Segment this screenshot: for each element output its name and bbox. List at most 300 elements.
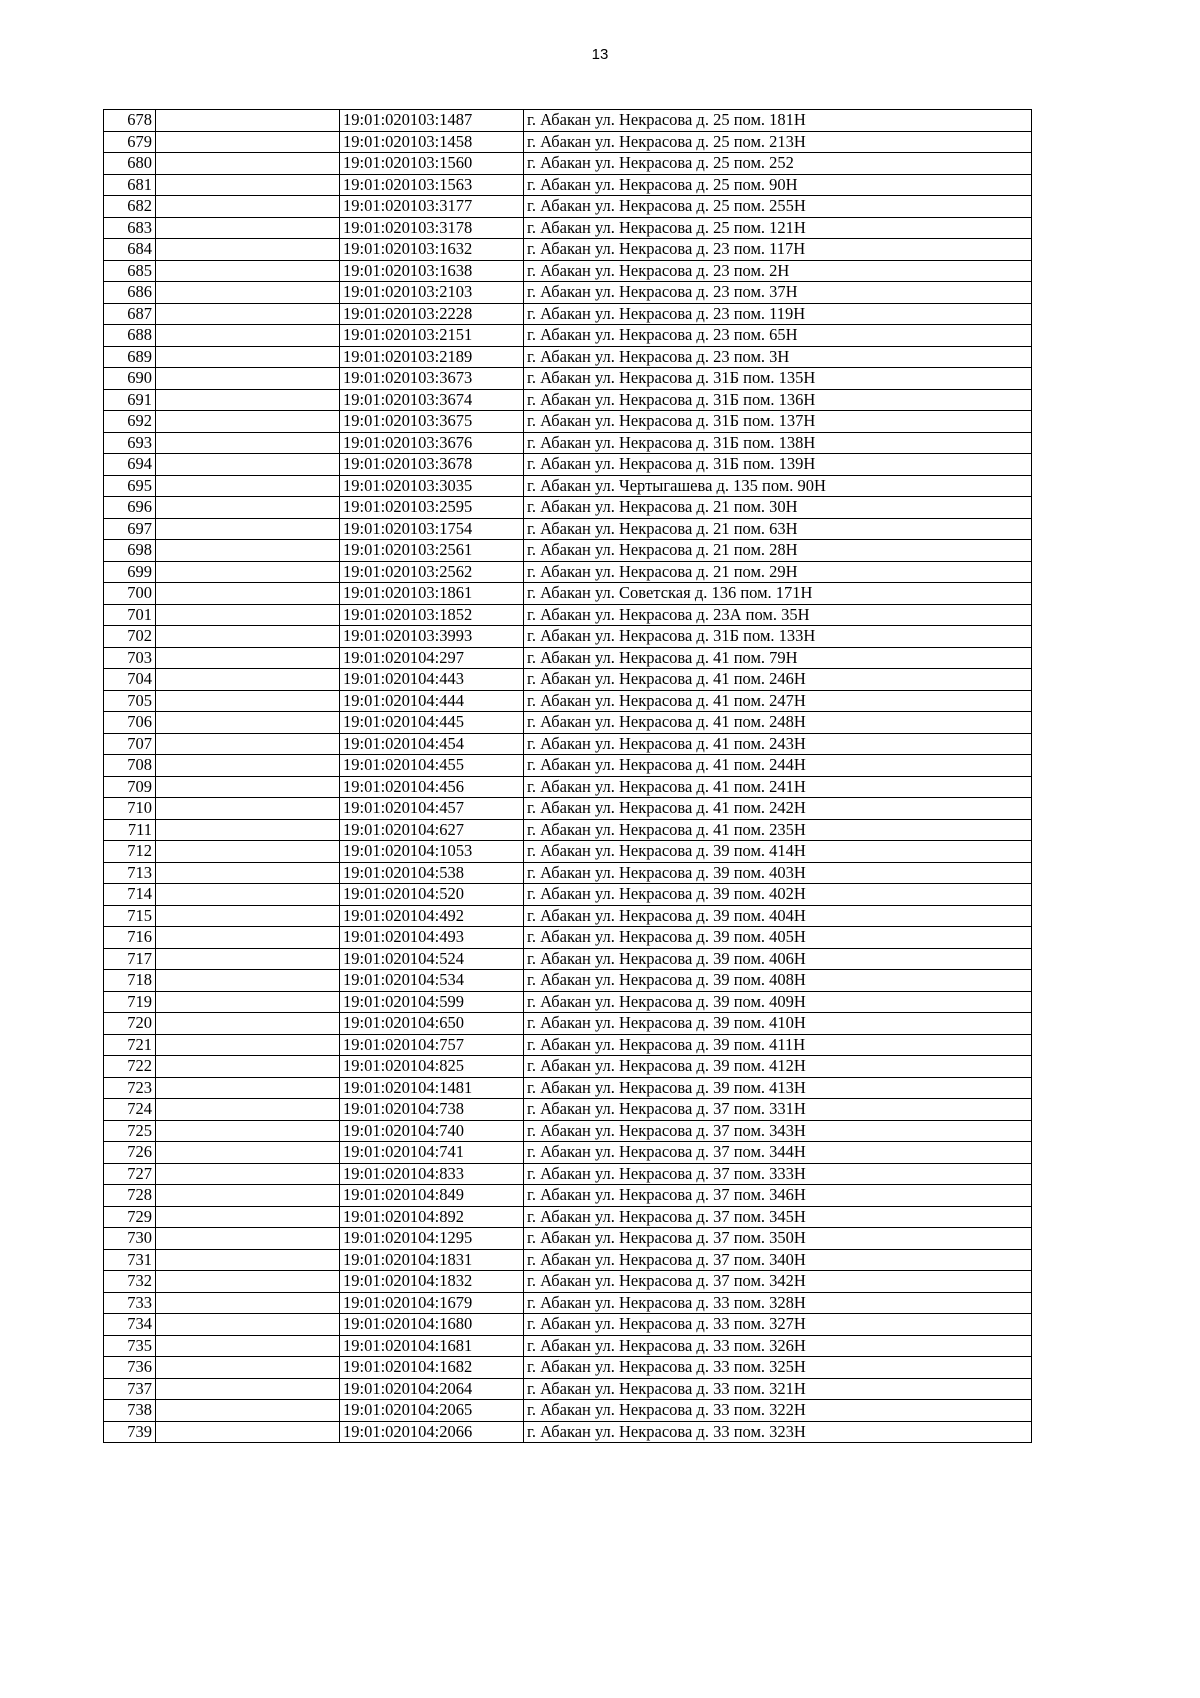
cadastral-number-cell: 19:01:020104:1679: [340, 1292, 524, 1314]
blank-cell: [156, 1314, 340, 1336]
blank-cell: [156, 1099, 340, 1121]
address-cell: г. Абакан ул. Некрасова д. 41 пом. 244Н: [524, 755, 1032, 777]
cadastral-number-cell: 19:01:020104:524: [340, 948, 524, 970]
row-number-cell: 710: [104, 798, 156, 820]
blank-cell: [156, 948, 340, 970]
blank-cell: [156, 110, 340, 132]
table-row: [104, 733, 1032, 755]
row-number-cell: 723: [104, 1077, 156, 1099]
blank-cell: [156, 346, 340, 368]
blank-cell: [156, 1271, 340, 1293]
table-row: [104, 991, 1032, 1013]
cadastral-number-cell: 19:01:020104:443: [340, 669, 524, 691]
cadastral-number-cell: 19:01:020103:1861: [340, 583, 524, 605]
table-row: [104, 1034, 1032, 1056]
address-cell: г. Абакан ул. Некрасова д. 37 пом. 343Н: [524, 1120, 1032, 1142]
cadastral-number-cell: 19:01:020104:2064: [340, 1378, 524, 1400]
table-row: [104, 389, 1032, 411]
table-row: [104, 604, 1032, 626]
row-number-cell: 734: [104, 1314, 156, 1336]
records-table-body: [104, 110, 1032, 1443]
address-cell: г. Абакан ул. Некрасова д. 23 пом. 117Н: [524, 239, 1032, 261]
row-number-cell: 694: [104, 454, 156, 476]
blank-cell: [156, 1292, 340, 1314]
blank-cell: [156, 1077, 340, 1099]
table-row: [104, 1249, 1032, 1271]
table-row: [104, 432, 1032, 454]
table-row: [104, 583, 1032, 605]
cadastral-number-cell: 19:01:020104:1481: [340, 1077, 524, 1099]
address-cell: г. Абакан ул. Некрасова д. 39 пом. 405Н: [524, 927, 1032, 949]
blank-cell: [156, 239, 340, 261]
cadastral-number-cell: 19:01:020103:3676: [340, 432, 524, 454]
row-number-cell: 707: [104, 733, 156, 755]
table-row: [104, 1206, 1032, 1228]
table-row: [104, 862, 1032, 884]
blank-cell: [156, 1120, 340, 1142]
address-cell: г. Абакан ул. Некрасова д. 41 пом. 235Н: [524, 819, 1032, 841]
cadastral-number-cell: 19:01:020104:445: [340, 712, 524, 734]
address-cell: г. Абакан ул. Некрасова д. 23 пом. 65Н: [524, 325, 1032, 347]
blank-cell: [156, 798, 340, 820]
cadastral-number-cell: 19:01:020103:2561: [340, 540, 524, 562]
table-row: [104, 454, 1032, 476]
blank-cell: [156, 497, 340, 519]
table-row: [104, 755, 1032, 777]
table-row: [104, 1314, 1032, 1336]
address-cell: г. Абакан ул. Некрасова д. 25 пом. 121Н: [524, 217, 1032, 239]
cadastral-number-cell: 19:01:020104:1295: [340, 1228, 524, 1250]
address-cell: г. Абакан ул. Некрасова д. 41 пом. 242Н: [524, 798, 1032, 820]
row-number-cell: 732: [104, 1271, 156, 1293]
row-number-cell: 738: [104, 1400, 156, 1422]
blank-cell: [156, 518, 340, 540]
cadastral-number-cell: 19:01:020103:1852: [340, 604, 524, 626]
cadastral-number-cell: 19:01:020104:2065: [340, 1400, 524, 1422]
cadastral-number-cell: 19:01:020104:492: [340, 905, 524, 927]
cadastral-number-cell: 19:01:020103:2189: [340, 346, 524, 368]
address-cell: г. Абакан ул. Некрасова д. 33 пом. 325Н: [524, 1357, 1032, 1379]
blank-cell: [156, 475, 340, 497]
address-cell: г. Абакан ул. Некрасова д. 31Б пом. 133Н: [524, 626, 1032, 648]
address-cell: г. Абакан ул. Некрасова д. 39 пом. 402Н: [524, 884, 1032, 906]
address-cell: г. Абакан ул. Некрасова д. 41 пом. 246Н: [524, 669, 1032, 691]
table-row: [104, 1099, 1032, 1121]
address-cell: г. Абакан ул. Некрасова д. 21 пом. 63Н: [524, 518, 1032, 540]
table-row: [104, 712, 1032, 734]
table-row: [104, 819, 1032, 841]
blank-cell: [156, 647, 340, 669]
address-cell: г. Абакан ул. Некрасова д. 37 пом. 333Н: [524, 1163, 1032, 1185]
table-row: [104, 1292, 1032, 1314]
blank-cell: [156, 1142, 340, 1164]
address-cell: г. Абакан ул. Некрасова д. 33 пом. 328Н: [524, 1292, 1032, 1314]
blank-cell: [156, 1378, 340, 1400]
row-number-cell: 696: [104, 497, 156, 519]
row-number-cell: 724: [104, 1099, 156, 1121]
address-cell: г. Абакан ул. Некрасова д. 39 пом. 406Н: [524, 948, 1032, 970]
cadastral-number-cell: 19:01:020104:825: [340, 1056, 524, 1078]
row-number-cell: 720: [104, 1013, 156, 1035]
table-row: [104, 798, 1032, 820]
row-number-cell: 697: [104, 518, 156, 540]
blank-cell: [156, 561, 340, 583]
address-cell: г. Абакан ул. Некрасова д. 37 пом. 331Н: [524, 1099, 1032, 1121]
cadastral-number-cell: 19:01:020103:2595: [340, 497, 524, 519]
row-number-cell: 718: [104, 970, 156, 992]
table-row: [104, 1056, 1032, 1078]
table-row: [104, 1400, 1032, 1422]
row-number-cell: 688: [104, 325, 156, 347]
cadastral-number-cell: 19:01:020103:1632: [340, 239, 524, 261]
row-number-cell: 703: [104, 647, 156, 669]
cadastral-number-cell: 19:01:020104:538: [340, 862, 524, 884]
table-row: [104, 561, 1032, 583]
blank-cell: [156, 626, 340, 648]
address-cell: г. Абакан ул. Некрасова д. 21 пом. 30Н: [524, 497, 1032, 519]
blank-cell: [156, 131, 340, 153]
row-number-cell: 706: [104, 712, 156, 734]
blank-cell: [156, 217, 340, 239]
cadastral-number-cell: 19:01:020104:493: [340, 927, 524, 949]
row-number-cell: 727: [104, 1163, 156, 1185]
address-cell: г. Абакан ул. Некрасова д. 41 пом. 243Н: [524, 733, 1032, 755]
cadastral-number-cell: 19:01:020104:627: [340, 819, 524, 841]
blank-cell: [156, 1335, 340, 1357]
address-cell: г. Абакан ул. Некрасова д. 33 пом. 326Н: [524, 1335, 1032, 1357]
address-cell: г. Абакан ул. Некрасова д. 37 пом. 345Н: [524, 1206, 1032, 1228]
cadastral-number-cell: 19:01:020103:3675: [340, 411, 524, 433]
blank-cell: [156, 389, 340, 411]
address-cell: г. Абакан ул. Некрасова д. 23 пом. 3Н: [524, 346, 1032, 368]
cadastral-number-cell: 19:01:020104:455: [340, 755, 524, 777]
cadastral-number-cell: 19:01:020104:534: [340, 970, 524, 992]
address-cell: г. Абакан ул. Некрасова д. 37 пом. 340Н: [524, 1249, 1032, 1271]
blank-cell: [156, 604, 340, 626]
table-row: [104, 1335, 1032, 1357]
row-number-cell: 709: [104, 776, 156, 798]
address-cell: г. Абакан ул. Некрасова д. 33 пом. 322Н: [524, 1400, 1032, 1422]
blank-cell: [156, 755, 340, 777]
cadastral-number-cell: 19:01:020104:457: [340, 798, 524, 820]
table-row: [104, 841, 1032, 863]
cadastral-number-cell: 19:01:020103:2151: [340, 325, 524, 347]
row-number-cell: 714: [104, 884, 156, 906]
row-number-cell: 689: [104, 346, 156, 368]
blank-cell: [156, 260, 340, 282]
row-number-cell: 717: [104, 948, 156, 970]
cadastral-number-cell: 19:01:020104:757: [340, 1034, 524, 1056]
blank-cell: [156, 819, 340, 841]
table-row: [104, 475, 1032, 497]
table-row: [104, 776, 1032, 798]
address-cell: г. Абакан ул. Некрасова д. 41 пом. 248Н: [524, 712, 1032, 734]
blank-cell: [156, 411, 340, 433]
cadastral-number-cell: 19:01:020103:2562: [340, 561, 524, 583]
table-row: [104, 217, 1032, 239]
blank-cell: [156, 991, 340, 1013]
address-cell: г. Абакан ул. Некрасова д. 33 пом. 321Н: [524, 1378, 1032, 1400]
row-number-cell: 739: [104, 1421, 156, 1443]
address-cell: г. Абакан ул. Некрасова д. 31Б пом. 138Н: [524, 432, 1032, 454]
row-number-cell: 733: [104, 1292, 156, 1314]
table-row: [104, 368, 1032, 390]
table-row: [104, 647, 1032, 669]
table-row: [104, 948, 1032, 970]
row-number-cell: 678: [104, 110, 156, 132]
address-cell: г. Абакан ул. Некрасова д. 21 пом. 28Н: [524, 540, 1032, 562]
cadastral-number-cell: 19:01:020104:741: [340, 1142, 524, 1164]
table-row: [104, 1013, 1032, 1035]
cadastral-number-cell: 19:01:020104:444: [340, 690, 524, 712]
row-number-cell: 729: [104, 1206, 156, 1228]
cadastral-number-cell: 19:01:020104:1832: [340, 1271, 524, 1293]
address-cell: г. Абакан ул. Советская д. 136 пом. 171Н: [524, 583, 1032, 605]
table-row: [104, 1163, 1032, 1185]
cadastral-number-cell: 19:01:020104:1681: [340, 1335, 524, 1357]
row-number-cell: 726: [104, 1142, 156, 1164]
row-number-cell: 702: [104, 626, 156, 648]
table-row: [104, 1077, 1032, 1099]
address-cell: г. Абакан ул. Некрасова д. 25 пом. 181Н: [524, 110, 1032, 132]
table-row: [104, 970, 1032, 992]
table-row: [104, 282, 1032, 304]
table-row: [104, 927, 1032, 949]
address-cell: г. Абакан ул. Некрасова д. 39 пом. 404Н: [524, 905, 1032, 927]
cadastral-number-cell: 19:01:020103:3035: [340, 475, 524, 497]
blank-cell: [156, 196, 340, 218]
address-cell: г. Абакан ул. Некрасова д. 21 пом. 29Н: [524, 561, 1032, 583]
blank-cell: [156, 1163, 340, 1185]
address-cell: г. Абакан ул. Некрасова д. 23 пом. 119Н: [524, 303, 1032, 325]
row-number-cell: 728: [104, 1185, 156, 1207]
blank-cell: [156, 1056, 340, 1078]
cadastral-number-cell: 19:01:020103:3993: [340, 626, 524, 648]
table-row: [104, 1120, 1032, 1142]
address-cell: г. Абакан ул. Некрасова д. 33 пом. 327Н: [524, 1314, 1032, 1336]
row-number-cell: 737: [104, 1378, 156, 1400]
address-cell: г. Абакан ул. Некрасова д. 39 пом. 411Н: [524, 1034, 1032, 1056]
cadastral-number-cell: 19:01:020104:454: [340, 733, 524, 755]
cadastral-number-cell: 19:01:020104:1682: [340, 1357, 524, 1379]
blank-cell: [156, 970, 340, 992]
cadastral-number-cell: 19:01:020104:740: [340, 1120, 524, 1142]
table-row: [104, 905, 1032, 927]
table-row: [104, 690, 1032, 712]
address-cell: г. Абакан ул. Некрасова д. 39 пом. 412Н: [524, 1056, 1032, 1078]
blank-cell: [156, 432, 340, 454]
cadastral-number-cell: 19:01:020104:297: [340, 647, 524, 669]
row-number-cell: 715: [104, 905, 156, 927]
address-cell: г. Абакан ул. Некрасова д. 33 пом. 323Н: [524, 1421, 1032, 1443]
address-cell: г. Абакан ул. Некрасова д. 23 пом. 37Н: [524, 282, 1032, 304]
address-cell: г. Абакан ул. Некрасова д. 25 пом. 90Н: [524, 174, 1032, 196]
blank-cell: [156, 368, 340, 390]
table-row: [104, 497, 1032, 519]
address-cell: г. Абакан ул. Некрасова д. 41 пом. 79Н: [524, 647, 1032, 669]
row-number-cell: 686: [104, 282, 156, 304]
cadastral-number-cell: 19:01:020104:1680: [340, 1314, 524, 1336]
cadastral-number-cell: 19:01:020104:738: [340, 1099, 524, 1121]
cadastral-number-cell: 19:01:020103:1563: [340, 174, 524, 196]
row-number-cell: 698: [104, 540, 156, 562]
page-number: 13: [591, 46, 609, 63]
address-cell: г. Абакан ул. Некрасова д. 37 пом. 350Н: [524, 1228, 1032, 1250]
table-row: [104, 626, 1032, 648]
blank-cell: [156, 927, 340, 949]
table-row: [104, 1357, 1032, 1379]
blank-cell: [156, 1013, 340, 1035]
row-number-cell: 719: [104, 991, 156, 1013]
cadastral-number-cell: 19:01:020103:3674: [340, 389, 524, 411]
table-row: [104, 346, 1032, 368]
address-cell: г. Абакан ул. Чертыгашева д. 135 пом. 90Н: [524, 475, 1032, 497]
row-number-cell: 683: [104, 217, 156, 239]
address-cell: г. Абакан ул. Некрасова д. 37 пом. 344Н: [524, 1142, 1032, 1164]
address-cell: г. Абакан ул. Некрасова д. 25 пом. 255Н: [524, 196, 1032, 218]
row-number-cell: 700: [104, 583, 156, 605]
blank-cell: [156, 1034, 340, 1056]
row-number-cell: 693: [104, 432, 156, 454]
table-row: [104, 260, 1032, 282]
cadastral-number-cell: 19:01:020104:520: [340, 884, 524, 906]
row-number-cell: 736: [104, 1357, 156, 1379]
row-number-cell: 691: [104, 389, 156, 411]
cadastral-number-cell: 19:01:020103:3177: [340, 196, 524, 218]
cadastral-number-cell: 19:01:020104:2066: [340, 1421, 524, 1443]
row-number-cell: 699: [104, 561, 156, 583]
table-row: [104, 1271, 1032, 1293]
address-cell: г. Абакан ул. Некрасова д. 39 пом. 414Н: [524, 841, 1032, 863]
row-number-cell: 713: [104, 862, 156, 884]
table-row: [104, 239, 1032, 261]
blank-cell: [156, 1206, 340, 1228]
blank-cell: [156, 905, 340, 927]
table-row: [104, 1142, 1032, 1164]
address-cell: г. Абакан ул. Некрасова д. 39 пом. 403Н: [524, 862, 1032, 884]
row-number-cell: 681: [104, 174, 156, 196]
blank-cell: [156, 669, 340, 691]
cadastral-number-cell: 19:01:020104:650: [340, 1013, 524, 1035]
blank-cell: [156, 712, 340, 734]
row-number-cell: 712: [104, 841, 156, 863]
row-number-cell: 716: [104, 927, 156, 949]
blank-cell: [156, 174, 340, 196]
cadastral-number-cell: 19:01:020104:599: [340, 991, 524, 1013]
blank-cell: [156, 776, 340, 798]
address-cell: г. Абакан ул. Некрасова д. 23 пом. 2Н: [524, 260, 1032, 282]
table-row: [104, 196, 1032, 218]
blank-cell: [156, 583, 340, 605]
blank-cell: [156, 884, 340, 906]
cadastral-number-cell: 19:01:020103:3178: [340, 217, 524, 239]
table-row: [104, 131, 1032, 153]
blank-cell: [156, 540, 340, 562]
table-row: [104, 1228, 1032, 1250]
row-number-cell: 685: [104, 260, 156, 282]
cadastral-number-cell: 19:01:020104:849: [340, 1185, 524, 1207]
table-row: [104, 540, 1032, 562]
address-cell: г. Абакан ул. Некрасова д. 31Б пом. 139Н: [524, 454, 1032, 476]
address-cell: г. Абакан ул. Некрасова д. 39 пом. 413Н: [524, 1077, 1032, 1099]
row-number-cell: 701: [104, 604, 156, 626]
table-row: [104, 303, 1032, 325]
row-number-cell: 684: [104, 239, 156, 261]
address-cell: г. Абакан ул. Некрасова д. 37 пом. 346Н: [524, 1185, 1032, 1207]
table-row: [104, 1421, 1032, 1443]
address-cell: г. Абакан ул. Некрасова д. 37 пом. 342Н: [524, 1271, 1032, 1293]
address-cell: г. Абакан ул. Некрасова д. 25 пом. 213Н: [524, 131, 1032, 153]
address-cell: г. Абакан ул. Некрасова д. 39 пом. 408Н: [524, 970, 1032, 992]
address-cell: г. Абакан ул. Некрасова д. 41 пом. 247Н: [524, 690, 1032, 712]
blank-cell: [156, 282, 340, 304]
row-number-cell: 711: [104, 819, 156, 841]
row-number-cell: 725: [104, 1120, 156, 1142]
row-number-cell: 692: [104, 411, 156, 433]
cadastral-number-cell: 19:01:020104:892: [340, 1206, 524, 1228]
cadastral-number-cell: 19:01:020104:1831: [340, 1249, 524, 1271]
table-row: [104, 518, 1032, 540]
row-number-cell: 680: [104, 153, 156, 175]
row-number-cell: 682: [104, 196, 156, 218]
address-cell: г. Абакан ул. Некрасова д. 31Б пом. 135Н: [524, 368, 1032, 390]
cadastral-number-cell: 19:01:020103:1487: [340, 110, 524, 132]
row-number-cell: 722: [104, 1056, 156, 1078]
address-cell: г. Абакан ул. Некрасова д. 23А пом. 35Н: [524, 604, 1032, 626]
blank-cell: [156, 1421, 340, 1443]
table-row: [104, 1185, 1032, 1207]
cadastral-number-cell: 19:01:020103:3678: [340, 454, 524, 476]
row-number-cell: 695: [104, 475, 156, 497]
row-number-cell: 705: [104, 690, 156, 712]
table-row: [104, 411, 1032, 433]
blank-cell: [156, 1400, 340, 1422]
table-row: [104, 110, 1032, 132]
cadastral-number-cell: 19:01:020103:3673: [340, 368, 524, 390]
blank-cell: [156, 454, 340, 476]
blank-cell: [156, 153, 340, 175]
blank-cell: [156, 862, 340, 884]
blank-cell: [156, 1357, 340, 1379]
cadastral-number-cell: 19:01:020104:1053: [340, 841, 524, 863]
blank-cell: [156, 325, 340, 347]
address-cell: г. Абакан ул. Некрасова д. 41 пом. 241Н: [524, 776, 1032, 798]
cadastral-number-cell: 19:01:020103:1560: [340, 153, 524, 175]
address-cell: г. Абакан ул. Некрасова д. 39 пом. 410Н: [524, 1013, 1032, 1035]
cadastral-number-cell: 19:01:020104:833: [340, 1163, 524, 1185]
table-row: [104, 153, 1032, 175]
cadastral-number-cell: 19:01:020103:1754: [340, 518, 524, 540]
table-row: [104, 884, 1032, 906]
row-number-cell: 721: [104, 1034, 156, 1056]
address-cell: г. Абакан ул. Некрасова д. 39 пом. 409Н: [524, 991, 1032, 1013]
table-row: [104, 669, 1032, 691]
row-number-cell: 704: [104, 669, 156, 691]
blank-cell: [156, 1249, 340, 1271]
table-row: [104, 1378, 1032, 1400]
cadastral-number-cell: 19:01:020103:1638: [340, 260, 524, 282]
cadastral-number-cell: 19:01:020103:2103: [340, 282, 524, 304]
address-cell: г. Абакан ул. Некрасова д. 31Б пом. 137Н: [524, 411, 1032, 433]
row-number-cell: 708: [104, 755, 156, 777]
records-table: [103, 109, 1032, 1443]
row-number-cell: 690: [104, 368, 156, 390]
blank-cell: [156, 841, 340, 863]
blank-cell: [156, 1185, 340, 1207]
table-row: [104, 325, 1032, 347]
blank-cell: [156, 690, 340, 712]
blank-cell: [156, 733, 340, 755]
